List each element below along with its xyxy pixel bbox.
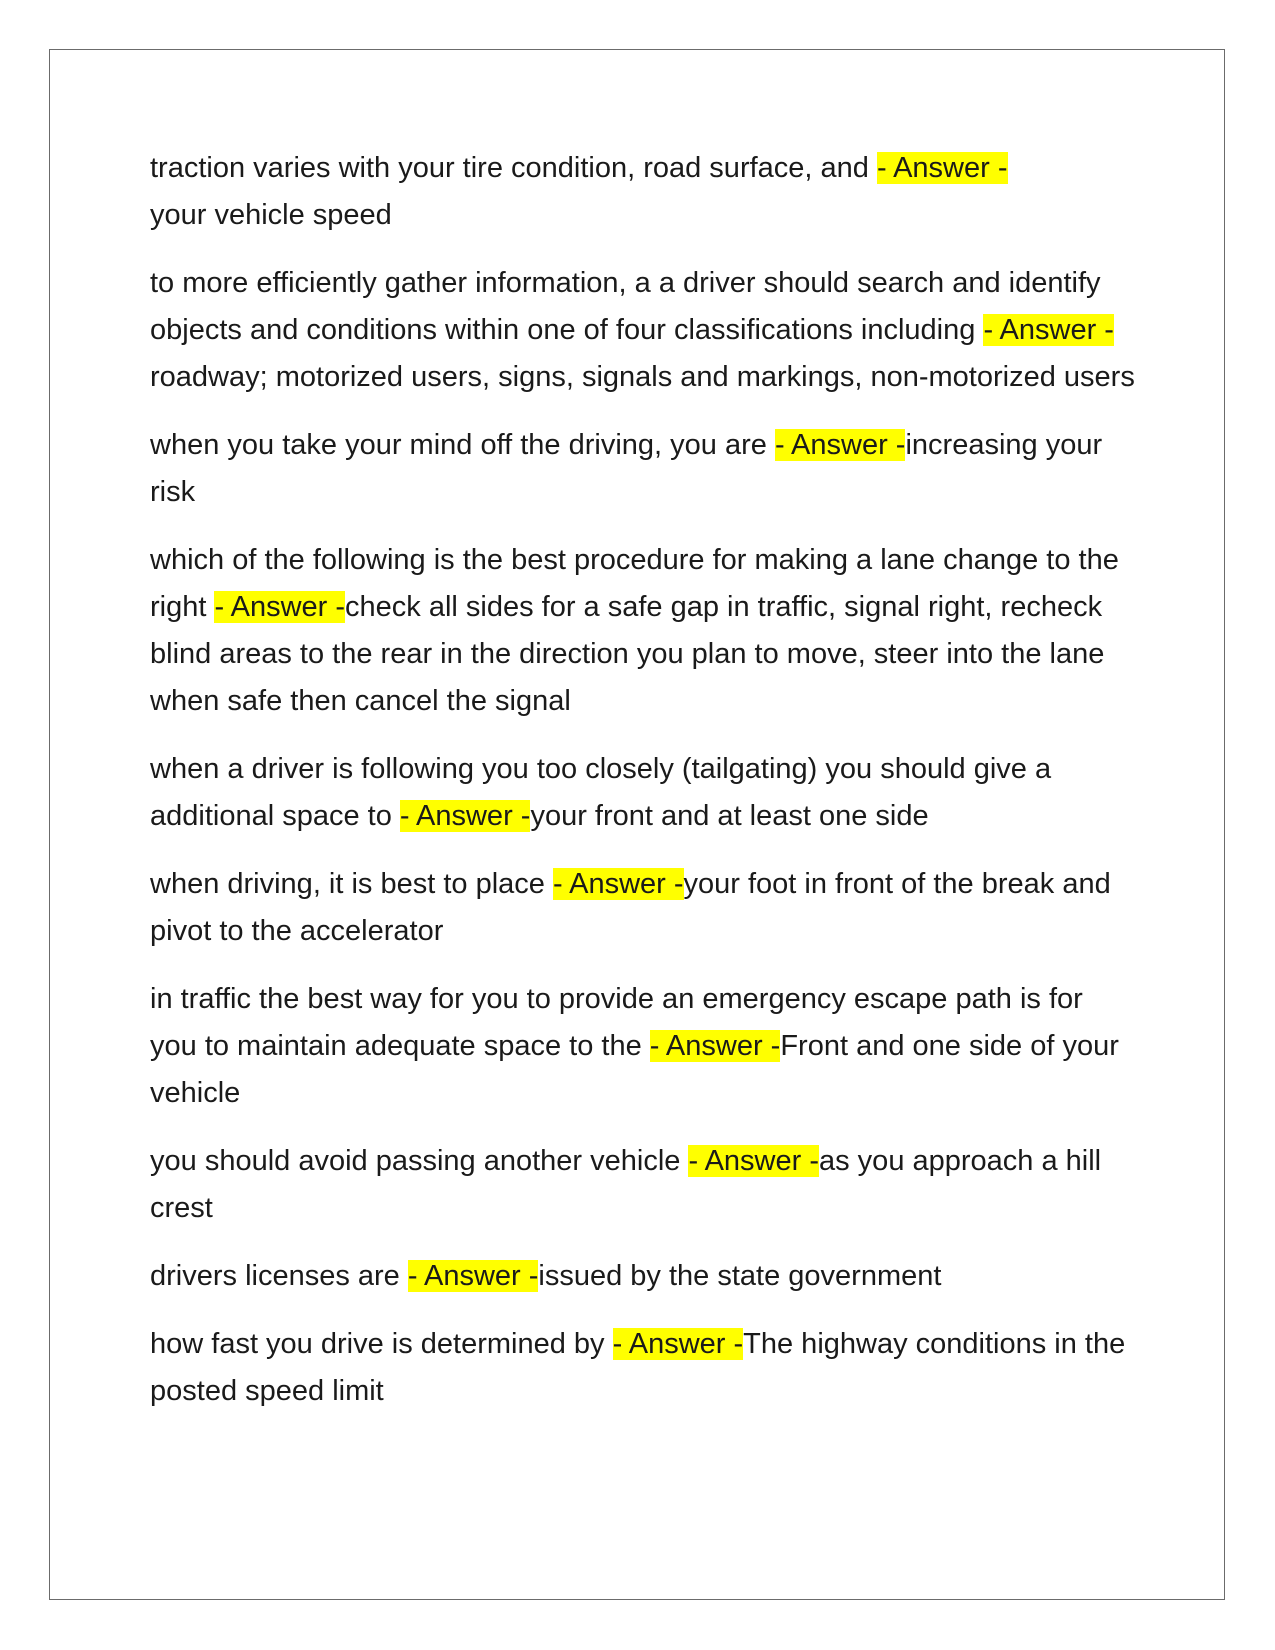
question-text: which of the following is the best procedure for making a lane change to the right <box>150 544 1119 623</box>
answer-text: The highway conditions in the posted speed limit <box>150 1328 1126 1407</box>
answer-text: roadway; motorized users, signs, signals and markings, non-motorized users <box>150 361 1135 393</box>
answer-text: increasing your risk <box>150 429 1103 508</box>
question-text: when a driver is following you too closely (tailgating) you should give a additional space to <box>150 753 1052 832</box>
document-body <box>150 145 1135 1436</box>
answer-label: - Answer - <box>399 800 531 832</box>
qa-item <box>150 422 1135 516</box>
answer-label: - Answer - <box>688 1145 819 1177</box>
qa-item <box>150 1253 1135 1300</box>
qa-item <box>150 861 1135 955</box>
answer-label: - Answer - <box>983 314 1114 346</box>
question-text: in traffic the best way for you to provide an emergency escape path is for you to maintain adequate space to the <box>150 983 1083 1062</box>
question-text: traction varies with your tire condition, road surface, and <box>150 152 877 184</box>
answer-label: - Answer - <box>774 429 906 461</box>
question-text: drivers licenses are <box>150 1260 408 1292</box>
answer-text: Front and one side of your vehicle <box>150 1030 1119 1109</box>
qa-item <box>150 145 1135 239</box>
question-text: you should avoid passing another vehicle <box>150 1145 689 1177</box>
answer-text: your foot in front of the break and pivot to the accelerator <box>150 868 1111 947</box>
answer-text: issued by the state government <box>538 1260 942 1292</box>
answer-text: your vehicle speed <box>150 199 392 231</box>
answer-text: check all sides for a safe gap in traffic, signal right, recheck blind areas to the rear in the direction you plan to move, steer into the lane when safe then cancel the signal <box>150 591 1105 717</box>
answer-label: - Answer - <box>612 1328 744 1360</box>
qa-item <box>150 1321 1135 1415</box>
qa-item <box>150 537 1135 725</box>
question-text: when you take your mind off the driving, you are <box>150 429 775 461</box>
answer-label: - Answer - <box>552 868 684 900</box>
qa-item <box>150 260 1135 401</box>
answer-label: - Answer - <box>649 1030 781 1062</box>
question-text: when driving, it is best to place <box>150 868 553 900</box>
qa-item <box>150 1138 1135 1232</box>
question-text: how fast you drive is determined by <box>150 1328 613 1360</box>
qa-item <box>150 976 1135 1117</box>
answer-label: - Answer - <box>407 1260 539 1292</box>
answer-label: - Answer - <box>214 591 346 623</box>
qa-item <box>150 746 1135 840</box>
question-text: to more efficiently gather information, a a driver should search and identify objects and conditions within one of four classifications including <box>150 267 1101 346</box>
answer-label: - Answer - <box>876 152 1008 184</box>
answer-text: your front and at least one side <box>530 800 929 832</box>
answer-text: as you approach a hill crest <box>150 1145 1102 1224</box>
